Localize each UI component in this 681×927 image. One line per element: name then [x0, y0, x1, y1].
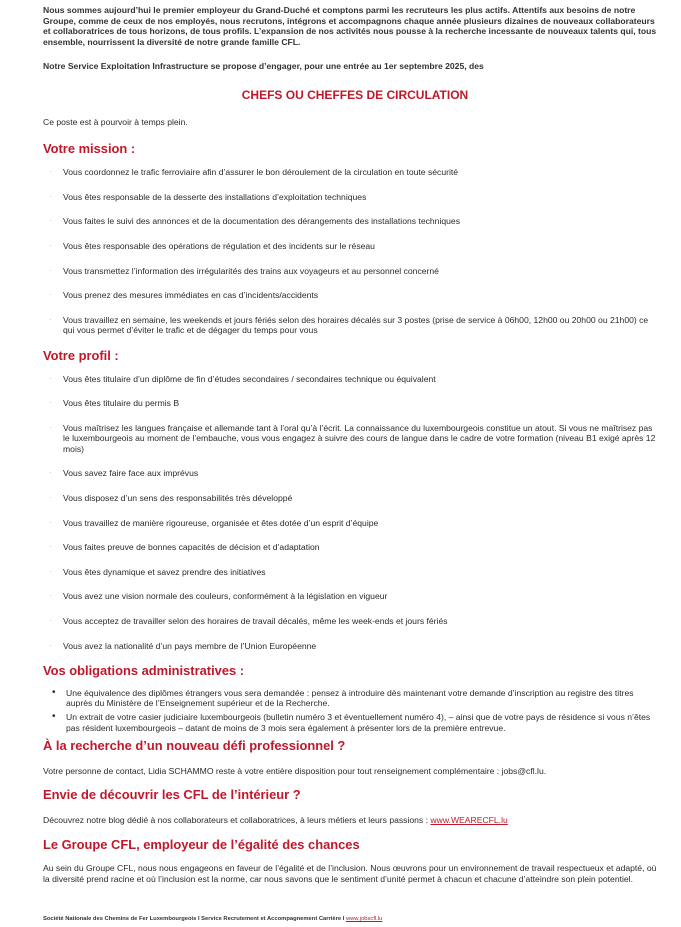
- mission-item-text: Vous êtes responsable de la desserte des installations d’exploitation techniques: [63, 191, 367, 202]
- profil-item-text: Vous avez une vision normale des couleurs, conformément à la législation en vigueur: [63, 591, 388, 602]
- mission-item: [43, 167, 661, 178]
- discover-heading: Envie de découvrir les CFL de l’intérieur ?: [43, 787, 301, 803]
- profil-item-text: Vous êtes titulaire d’un diplôme de fin d’études secondaires / secondaires technique ou équivalent: [63, 373, 436, 384]
- profil-item: [43, 641, 661, 652]
- profil-item-text: Vous êtes titulaire du permis B: [63, 398, 180, 409]
- jobscfl-link[interactable]: www.jobscfl.lu: [345, 916, 383, 922]
- profil-item: [43, 493, 661, 504]
- obligations-heading: Vos obligations administratives :: [43, 663, 245, 679]
- bullet-icon: ·: [49, 640, 52, 650]
- challenge-text: Votre personne de contact, Lidia SCHAMMO reste à votre entière disposition pour tout renseignement complémentaire : jobs@cfl.lu.: [43, 765, 547, 776]
- lead-paragraph: Notre Service Exploitation Infrastructure se propose d’engager, pour une entrée au 1er septembre 2025, des: [43, 61, 484, 72]
- profil-item: [43, 616, 661, 627]
- job-title: CHEFS OU CHEFFES DE CIRCULATION: [241, 87, 469, 102]
- bullet-icon: ·: [49, 542, 52, 552]
- bullet-icon: ·: [49, 314, 52, 324]
- profil-item: [43, 374, 661, 385]
- bullet-icon: •: [52, 686, 56, 698]
- bullet-icon: •: [52, 711, 56, 722]
- mission-item-text: Vous faites le suivi des annonces et de la documentation des dérangements des installations techniques: [63, 216, 460, 227]
- equality-text: Au sein du Groupe CFL, nous nous engageons en faveur de l’égalité et de l’inclusion. Nous œuvrons pour un environnement de travail respectueux et adapté, où la diversité prend racine et où l’inclusion est la norme, car nous savons que le sentiment d’unité permet à chacun et chacune d’atteindre son plein potentiel.: [43, 863, 657, 884]
- intro-paragraph: Nous sommes aujourd’hui le premier employeur du Grand-Duché et comptons parmi les recruteurs les plus actifs. Attentifs aux besoins de notre Groupe, comme de ceux de nos employés, nous recrutons, intégrons et accompagnons chaque année plusieurs dizaines de nouveaux collaborateurs et collaboratrices de tous horizons, de tous profils. L’expansion de nos activités nous pousse à la recherche incessante de nouveaux talents qui, tous ensemble, nourrissent la diversité de notre grande famille CFL.: [43, 5, 657, 47]
- profil-item-text: Vous maîtrisez les langues française et allemande tant à l’oral qu’à l’écrit. La connaissance du luxembourgeois constitue un atout. Si vous ne maîtrisez pas le luxembourgeois au moment de l’embauche, vous vous engagez à suivre des cours de langue dans le cadre de votre formation (niveau B1 exigé après 12 mois): [63, 422, 656, 454]
- mission-item: [43, 290, 661, 301]
- obligation-item: [43, 688, 661, 709]
- wearecfl-link[interactable]: www.WEARECFL.lu: [430, 814, 508, 825]
- mission-list: [43, 167, 661, 336]
- mission-item: [43, 315, 661, 336]
- profil-item-text: Vous faites preuve de bonnes capacités de décision et d’adaptation: [63, 542, 320, 553]
- discover-text: Découvrez notre blog dédié à nos collaborateurs et collaboratrices, à leurs métiers et leurs passions :: [43, 814, 431, 825]
- bullet-icon: ·: [49, 167, 52, 177]
- bullet-icon: ·: [49, 566, 52, 576]
- bullet-icon: ·: [49, 591, 52, 601]
- bullet-icon: ·: [49, 240, 52, 250]
- obligations-list: [43, 688, 661, 733]
- bullet-icon: ·: [49, 517, 52, 527]
- profil-list: [43, 374, 661, 652]
- mission-item-text: Vous êtes responsable des opérations de régulation et des incidents sur le réseau: [63, 240, 375, 251]
- profil-item: [43, 567, 661, 578]
- profil-item: [43, 423, 661, 455]
- obligation-item-text: Une équivalence des diplômes étrangers vous sera demandée : pensez à introduire dès maintenant votre demande d’inscription au registre des titres auprès du Ministère de l’Enseignement supérieur et de la Recherche.: [66, 687, 634, 709]
- mission-item-text: Vous transmettez l’information des irrégularités des trains aux voyageurs et au personnel concerné: [63, 265, 439, 276]
- mission-item-text: Vous prenez des mesures immédiates en cas d’incidents/accidents: [63, 290, 319, 301]
- profil-item-text: Vous acceptez de travailler selon des horaires de travail décalés, même les week-ends et jours fériés: [63, 616, 448, 627]
- obligation-item: [43, 712, 661, 733]
- profil-item-text: Vous avez la nationalité d’un pays membre de l’Union Européenne: [63, 640, 317, 651]
- mission-item-text: Vous coordonnez le trafic ferroviaire afin d’assurer le bon déroulement de la circulation en toute sécurité: [63, 167, 459, 178]
- profil-item-text: Vous êtes dynamique et savez prendre des initiatives: [63, 566, 266, 577]
- mission-heading: Votre mission :: [43, 140, 136, 156]
- profil-item: [43, 468, 661, 479]
- profil-item: [43, 542, 661, 553]
- bullet-icon: ·: [49, 191, 52, 201]
- bullet-icon: ·: [49, 422, 52, 432]
- profil-heading: Votre profil :: [43, 347, 119, 363]
- bullet-icon: ·: [49, 616, 52, 626]
- profil-item: [43, 398, 661, 409]
- discover-paragraph: [43, 815, 661, 826]
- mission-item: [43, 192, 661, 203]
- mission-item: [43, 266, 661, 277]
- position-type: Ce poste est à pourvoir à temps plein.: [43, 116, 188, 127]
- challenge-heading: À la recherche d’un nouveau défi professionnel ?: [43, 738, 346, 754]
- profil-item-text: Vous disposez d’un sens des responsabilités très développé: [63, 493, 293, 504]
- profil-item: [43, 591, 661, 602]
- footer-text: Société Nationale des Chemins de Fer Luxembourgeois I Service Recrutement et Accompagnement Carrière I: [43, 916, 346, 922]
- bullet-icon: ·: [49, 216, 52, 226]
- bullet-icon: ·: [49, 398, 52, 408]
- mission-item: [43, 216, 661, 227]
- profil-item: [43, 518, 661, 529]
- footer: [43, 916, 382, 923]
- mission-item-text: Vous travaillez en semaine, les weekends et jours fériés selon des horaires décalés sur 3 postes (prise de service à 06h00, 12h00 ou 20h00 ou 21h00) ce qui vous permet d’éviter le trafic et de dégager du temps pour vous: [63, 314, 649, 336]
- bullet-icon: ·: [49, 493, 52, 503]
- mission-item: [43, 241, 661, 252]
- obligation-item-text: Un extrait de votre casier judiciaire luxembourgeois (bulletin numéro 3 et éventuellement numéro 4), – ainsi que de votre pays de résidence si vous n’êtes pas résident luxembourgeois – datant de moins de 3 mois sera également à présenter lors de la première entrevue.: [66, 712, 651, 733]
- bullet-icon: ·: [49, 373, 52, 383]
- profil-item-text: Vous savez faire face aux imprévus: [63, 468, 199, 479]
- bullet-icon: ·: [49, 290, 52, 300]
- bullet-icon: ·: [49, 265, 52, 275]
- profil-item-text: Vous travaillez de manière rigoureuse, organisée et êtes dotée d’un esprit d’équipe: [63, 517, 379, 528]
- bullet-icon: ·: [49, 468, 52, 478]
- equality-heading: Le Groupe CFL, employeur de l’égalité des chances: [43, 836, 360, 852]
